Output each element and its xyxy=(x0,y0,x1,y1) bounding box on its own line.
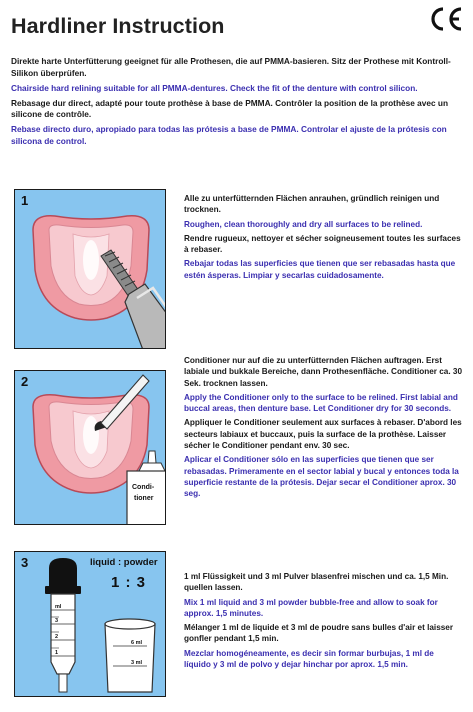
bottle-label-line-2: tioner xyxy=(134,495,154,502)
dropper-tick-2: 2 xyxy=(55,634,59,640)
intro-de: Direkte harte Unterfütterung geeignet für alle Prothesen, die auf PMMA-basieren. Sitz der Prothese mit Kontroll-Silikon überprüfen. xyxy=(11,56,451,78)
page-title: Hardliner Instruction xyxy=(11,14,225,38)
bottle-label-line-1: Condi- xyxy=(132,484,155,491)
step-3-es: Mezclar homogéneamente, es decir sin formar burbujas, 1 ml de líquido y 3 ml de polvo y dejar hinchar por aprox. 1,5 min. xyxy=(184,648,434,670)
step-2-number: 2 xyxy=(21,374,29,389)
step-1-illustration xyxy=(14,189,166,349)
step-2-en: Apply the Conditioner only to the surface to be relined. First labial and buccal areas, then denture base. Let Conditioner dry for 30 seconds. xyxy=(184,392,458,414)
cup-tick-3ml: 3 ml xyxy=(131,660,143,666)
step-2-es: Aplicar el Conditioner sólo en las superficies que tienen que ser rebasadas. Primeramente en el sector labial y bucal y entonces toda la superficie restante de la prótesis. Dejar secar el Conditioner aprox. 30 seg. xyxy=(184,455,459,499)
ratio-value: 1 : 3 xyxy=(111,574,147,591)
measuring-cup-icon xyxy=(105,619,155,692)
intro-en: Chairside hard relining suitable for all PMMA-dentures. Check the fit of the denture with control silicon. xyxy=(11,82,418,93)
step-3-fr: Mélanger 1 ml de liquide et 3 ml de poudre sans bulles d'air et laisser gonfler pendant 1,5 min. xyxy=(184,623,454,644)
dropper-icon xyxy=(45,558,81,692)
intro-fr: Rebasage dur direct, adapté pour toute prothèse à base de PMMA. Contrôler la position de la prothèse avec un silicone de contrôle. xyxy=(11,97,449,120)
step-1-number: 1 xyxy=(21,193,29,208)
cup-tick-6ml: 6 ml xyxy=(131,640,143,646)
step-2-text xyxy=(184,355,462,503)
step-3-en: Mix 1 ml liquid and 3 ml powder bubble-free and allow to soak for approx. 1,5 minutes. xyxy=(184,597,438,618)
step-2-illustration xyxy=(14,370,166,525)
step-3-text xyxy=(184,571,462,673)
step-2-de: Conditioner nur auf die zu unterfütternden Flächen auftragen. Erst labiale und bukkale Bereiche, dann Prothesenfläche. Conditioner ca. 30 Sek. trocknen lassen. xyxy=(184,356,462,388)
step-3-number: 3 xyxy=(21,555,29,570)
step-1-en: Roughen, clean thoroughly and dry all surfaces to be relined. xyxy=(184,219,423,229)
dropper-tick-1: 1 xyxy=(55,650,59,656)
dropper-tick-3: 3 xyxy=(55,618,59,624)
step-2-fr: Appliquer le Conditioner seulement aux surfaces à rebaser. D'abord les secteurs labiaux et buccaux, puis la surface de la prothèse. Laisser sécher le Conditioner pendant env. 30 sec. xyxy=(184,418,462,451)
ratio-label: liquid : powder xyxy=(90,557,158,568)
step-1-text xyxy=(184,193,462,284)
step-3-de: 1 ml Flüssigkeit und 3 ml Pulver blasenfrei mischen und ca. 1,5 Min. quellen lassen. xyxy=(184,572,449,593)
step-1-es: Rebajar todas las superficies que tienen que ser rebasadas hasta que estén ásperas. Limpiar y secarlas cuidadosamente. xyxy=(184,259,456,280)
dropper-tick-ml: ml xyxy=(55,604,62,610)
step-1-fr: Rendre rugueux, nettoyer et sécher soigneusement toutes les surfaces à rebaser. xyxy=(184,233,461,255)
step-1-de: Alle zu unterfütternden Flächen anrauhen, gründlich reinigen und trocknen. xyxy=(184,194,440,215)
ce-mark-logo xyxy=(428,6,464,32)
step-3-illustration xyxy=(14,551,166,697)
intro-es: Rebase directo duro, apropiado para todas las prótesis a base de PMMA. Controlar el ajuste de la prótesis con silicona de control. xyxy=(11,124,447,147)
intro-text xyxy=(11,56,466,151)
